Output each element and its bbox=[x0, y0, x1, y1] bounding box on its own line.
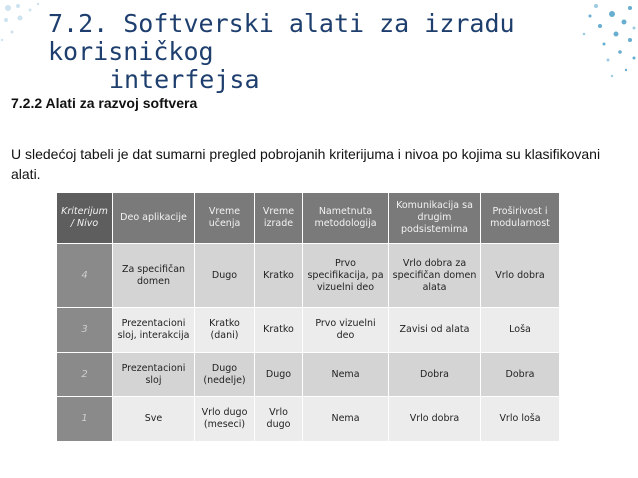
table-cell: Prezentacioni sloj, interakcija bbox=[113, 308, 195, 353]
criteria-table-image bbox=[56, 192, 559, 442]
table-row bbox=[57, 308, 560, 353]
slide-title-line1: 7.2. Softverski alati za izradu korisničkog bbox=[48, 9, 515, 66]
table-cell: Dobra bbox=[481, 352, 560, 397]
section-heading: 7.2.2 Alati za razvoj softvera bbox=[11, 95, 198, 111]
table-header-cell: Komunikacija sa drugim podsistemima bbox=[389, 193, 481, 244]
table-cell: Kratko (dani) bbox=[195, 308, 255, 353]
table-cell: Sve bbox=[113, 397, 195, 442]
table-cell: Vrlo dugo bbox=[255, 397, 303, 442]
table-cell: Loša bbox=[481, 308, 560, 353]
table-cell: Kratko bbox=[255, 244, 303, 308]
table-row bbox=[57, 244, 560, 308]
table-cell: Nema bbox=[303, 352, 389, 397]
table-cell: Dugo bbox=[195, 244, 255, 308]
slide-title-line2: interfejsa bbox=[109, 65, 260, 94]
table-header-cell: Proširivost i modularnost bbox=[481, 193, 560, 244]
table-row bbox=[57, 352, 560, 397]
table-cell: Nema bbox=[303, 397, 389, 442]
table-cell: Vrlo dobra za specifičan domen alata bbox=[389, 244, 481, 308]
table-header-cell: Deo aplikacije bbox=[113, 193, 195, 244]
table-header-cell: Vreme izrade bbox=[255, 193, 303, 244]
table-cell: Za specifičan domen bbox=[113, 244, 195, 308]
table-header-row bbox=[57, 193, 560, 244]
intro-paragraph: U sledećoj tabeli je dat sumarni pregled pobrojanih kriterijuma i nivoa po kojima su klasifikovani alati. bbox=[11, 146, 601, 182]
table-cell: Kratko bbox=[255, 308, 303, 353]
table-cell: Vrlo loša bbox=[481, 397, 560, 442]
table-cell: Dobra bbox=[389, 352, 481, 397]
table-cell: Dugo bbox=[255, 352, 303, 397]
table-header-cell: Kriterijum / Nivo bbox=[57, 193, 113, 244]
table-cell: Prvo vizuelni deo bbox=[303, 308, 389, 353]
table-cell: Prezentacioni sloj bbox=[113, 352, 195, 397]
table-cell: Zavisi od alata bbox=[389, 308, 481, 353]
table-header-cell: Vreme učenja bbox=[195, 193, 255, 244]
table-cell: Prvo specifikacija, pa vizuelni deo bbox=[303, 244, 389, 308]
table-cell: Vrlo dobra bbox=[389, 397, 481, 442]
level-cell: 3 bbox=[57, 308, 113, 353]
table-cell: Vrlo dugo (meseci) bbox=[195, 397, 255, 442]
table-cell: Dugo (nedelje) bbox=[195, 352, 255, 397]
level-cell: 4 bbox=[57, 244, 113, 308]
table-row bbox=[57, 397, 560, 442]
level-cell: 1 bbox=[57, 397, 113, 442]
table-cell: Vrlo dobra bbox=[481, 244, 560, 308]
criteria-table bbox=[56, 192, 560, 442]
slide-title bbox=[48, 10, 608, 94]
table-header-cell: Nametnuta metodologija bbox=[303, 193, 389, 244]
level-cell: 2 bbox=[57, 352, 113, 397]
